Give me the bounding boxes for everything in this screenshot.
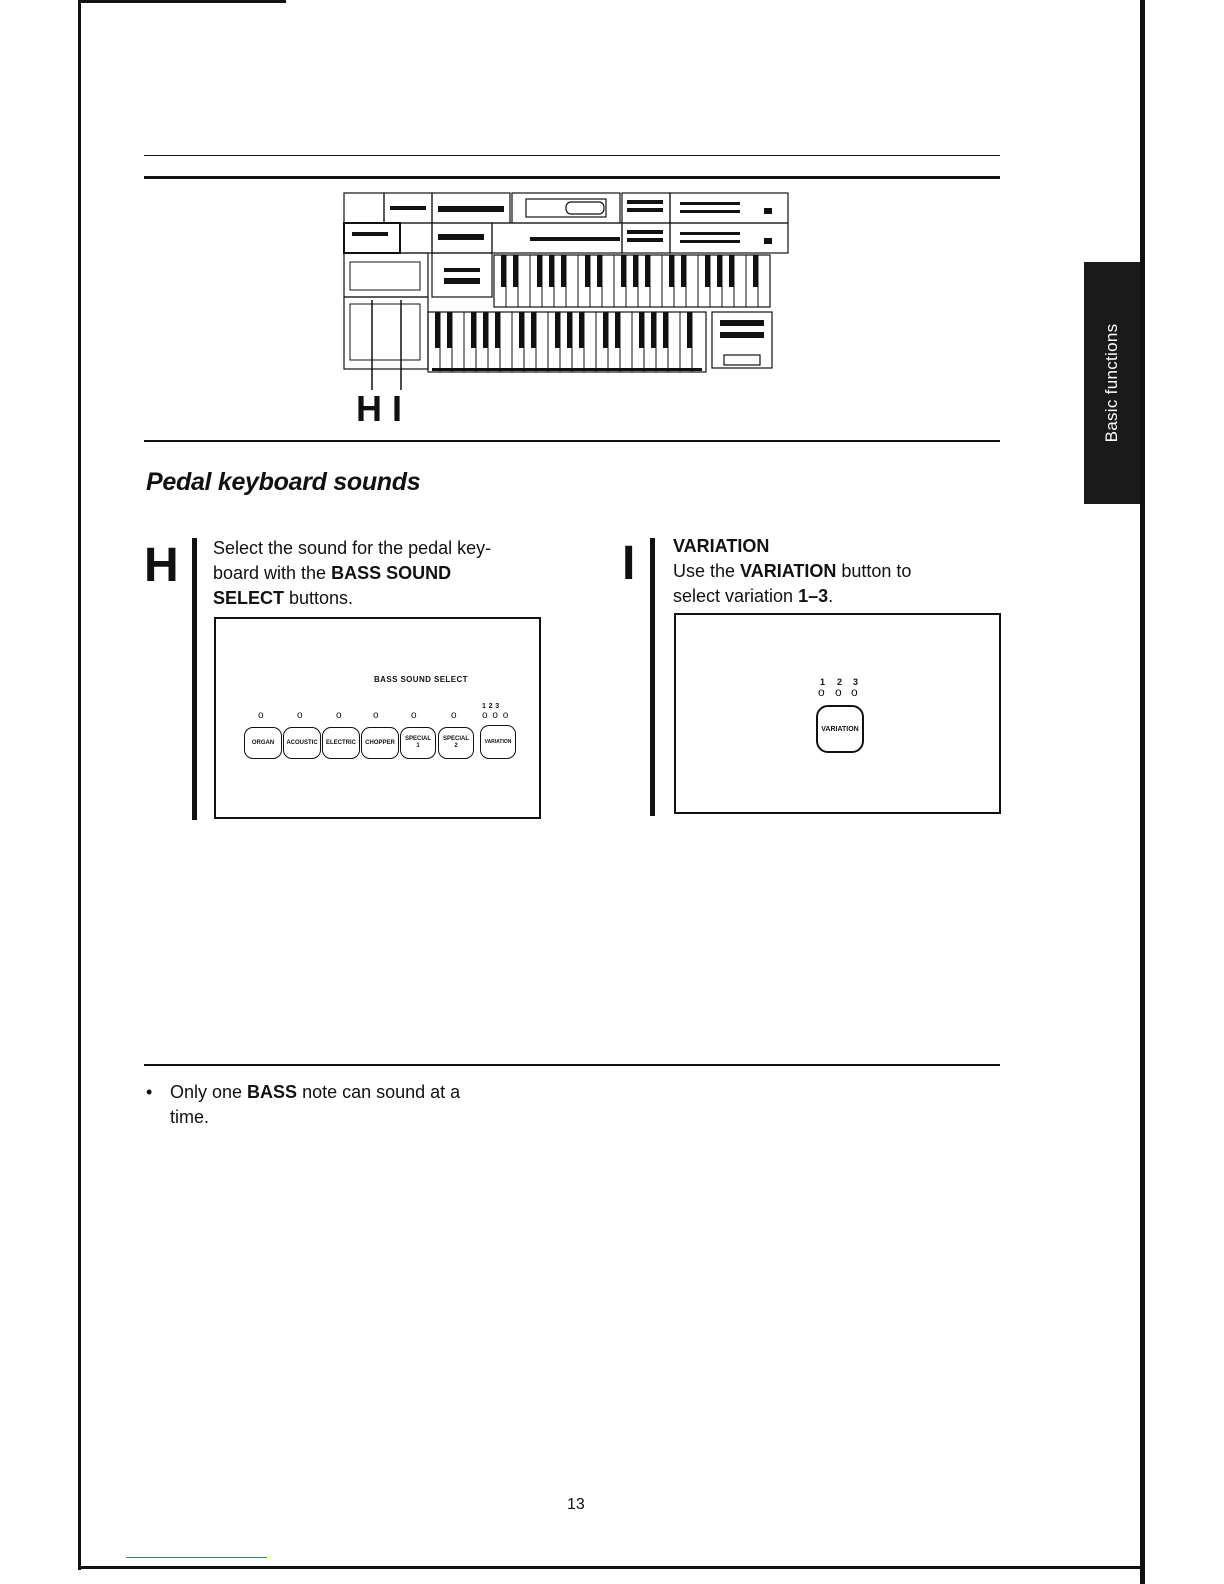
step-h-letter: H	[144, 539, 179, 592]
note-bullet: •	[146, 1082, 153, 1102]
variation-button-small[interactable]: VARIATION	[480, 725, 516, 759]
special-2-button[interactable]: SPECIAL 2	[438, 727, 474, 759]
step-i-heading: VARIATION	[673, 536, 770, 556]
step-i-line-1: Use the VARIATION button to	[673, 561, 912, 581]
lamp-organ: o	[258, 710, 264, 721]
variation-panel	[674, 613, 1001, 814]
page-border-left	[78, 0, 81, 1570]
variation-number-2: 2	[837, 677, 843, 687]
top-rule-thick	[144, 176, 1000, 179]
lamp-special-1: o	[411, 710, 417, 721]
note-line-2: time.	[170, 1107, 210, 1127]
variation-lamps: o o o	[482, 710, 510, 721]
step-h-bar	[192, 538, 197, 820]
lamp-acoustic: o	[297, 710, 303, 721]
step-i-text	[673, 534, 1003, 609]
bass-sound-select-panel	[214, 617, 541, 819]
variation-number-3: 3	[853, 677, 859, 687]
lamp-chopper: o	[373, 710, 379, 721]
footer-mark	[126, 1557, 267, 1558]
page-number: 13	[567, 1496, 585, 1513]
page-border-right	[1140, 0, 1145, 1584]
note-rule	[144, 1064, 1000, 1066]
acoustic-button[interactable]: ACOUSTIC	[283, 727, 321, 759]
bass-sound-select-title: BASS SOUND SELECT	[374, 675, 468, 684]
step-h-line-2: board with the BASS SOUND	[213, 563, 452, 583]
lamp-special-2: o	[451, 710, 457, 721]
variation-number-1: 1	[820, 677, 826, 687]
variation-lamp-2: o	[835, 685, 842, 699]
top-rule-thin	[144, 155, 1000, 156]
step-i-bar	[650, 538, 655, 816]
variation-lamp-3: o	[851, 685, 858, 699]
organ-button[interactable]: ORGAN	[244, 727, 282, 759]
electric-button[interactable]: ELECTRIC	[322, 727, 360, 759]
step-h-line-1: Select the sound for the pedal key-	[213, 538, 492, 558]
diagram-label-i: I	[392, 388, 403, 429]
side-tab	[1084, 262, 1140, 504]
side-tab-label: Basic functions	[1102, 323, 1121, 443]
diagram-rule	[144, 440, 1000, 442]
page-border-top	[78, 0, 286, 3]
diagram-label-h: H	[356, 388, 382, 429]
variation-numbers: 1 2 3	[482, 703, 500, 710]
section-title: Pedal keyboard sounds	[146, 468, 421, 496]
page-border-bottom	[78, 1566, 1145, 1569]
lamp-electric: o	[336, 710, 342, 721]
organ-diagram	[340, 190, 800, 429]
variation-lamp-1: o	[818, 685, 825, 699]
organ-diagram-drawing	[340, 190, 800, 390]
special-1-button[interactable]: SPECIAL 1	[400, 727, 436, 759]
chopper-button[interactable]: CHOPPER	[361, 727, 399, 759]
step-h-line-3: SELECT buttons.	[213, 588, 354, 608]
variation-button[interactable]: VARIATION	[816, 705, 864, 753]
note-text	[170, 1080, 530, 1130]
step-i-letter: I	[622, 537, 636, 590]
note-line-1: Only one BASS note can sound at a	[170, 1082, 461, 1102]
step-i-line-2: select variation 1–3.	[673, 586, 834, 606]
step-h-text	[213, 536, 543, 611]
